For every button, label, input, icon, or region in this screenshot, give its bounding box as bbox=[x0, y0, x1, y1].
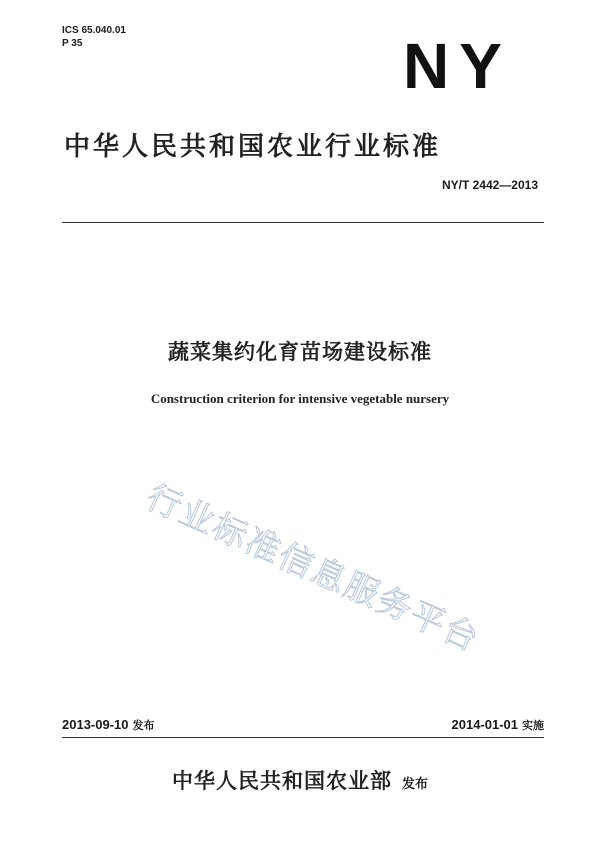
publisher-action: 发布 bbox=[401, 777, 428, 792]
issue-date-label: 发布 bbox=[132, 719, 155, 732]
watermark: 行业标准信息服务平台 bbox=[140, 477, 486, 661]
top-divider bbox=[62, 222, 544, 223]
document-english-title: Construction criterion for intensive vegetable nursery bbox=[150, 391, 450, 406]
ccs-code: P 35 bbox=[62, 38, 83, 49]
ics-code: ICS 65.040.01 bbox=[62, 25, 126, 36]
document-title: 蔬菜集约化育苗场建设标准 bbox=[168, 340, 432, 364]
issue-date bbox=[62, 717, 155, 733]
standard-number: NY/T 2442—2013 bbox=[441, 178, 538, 192]
bottom-divider bbox=[62, 737, 544, 738]
classification-codes bbox=[62, 24, 126, 50]
publisher-name: 中华人民共和国农业部 bbox=[171, 769, 392, 793]
effective-date bbox=[452, 717, 545, 733]
effective-date-value: 2014-01-01 bbox=[451, 717, 518, 732]
publisher bbox=[0, 765, 600, 795]
ny-logo: NY bbox=[403, 30, 512, 102]
standard-category-title: 中华人民共和国农业行业标准 bbox=[64, 132, 442, 162]
effective-date-label: 实施 bbox=[522, 719, 544, 732]
issue-date-value: 2013-09-10 bbox=[62, 717, 129, 732]
